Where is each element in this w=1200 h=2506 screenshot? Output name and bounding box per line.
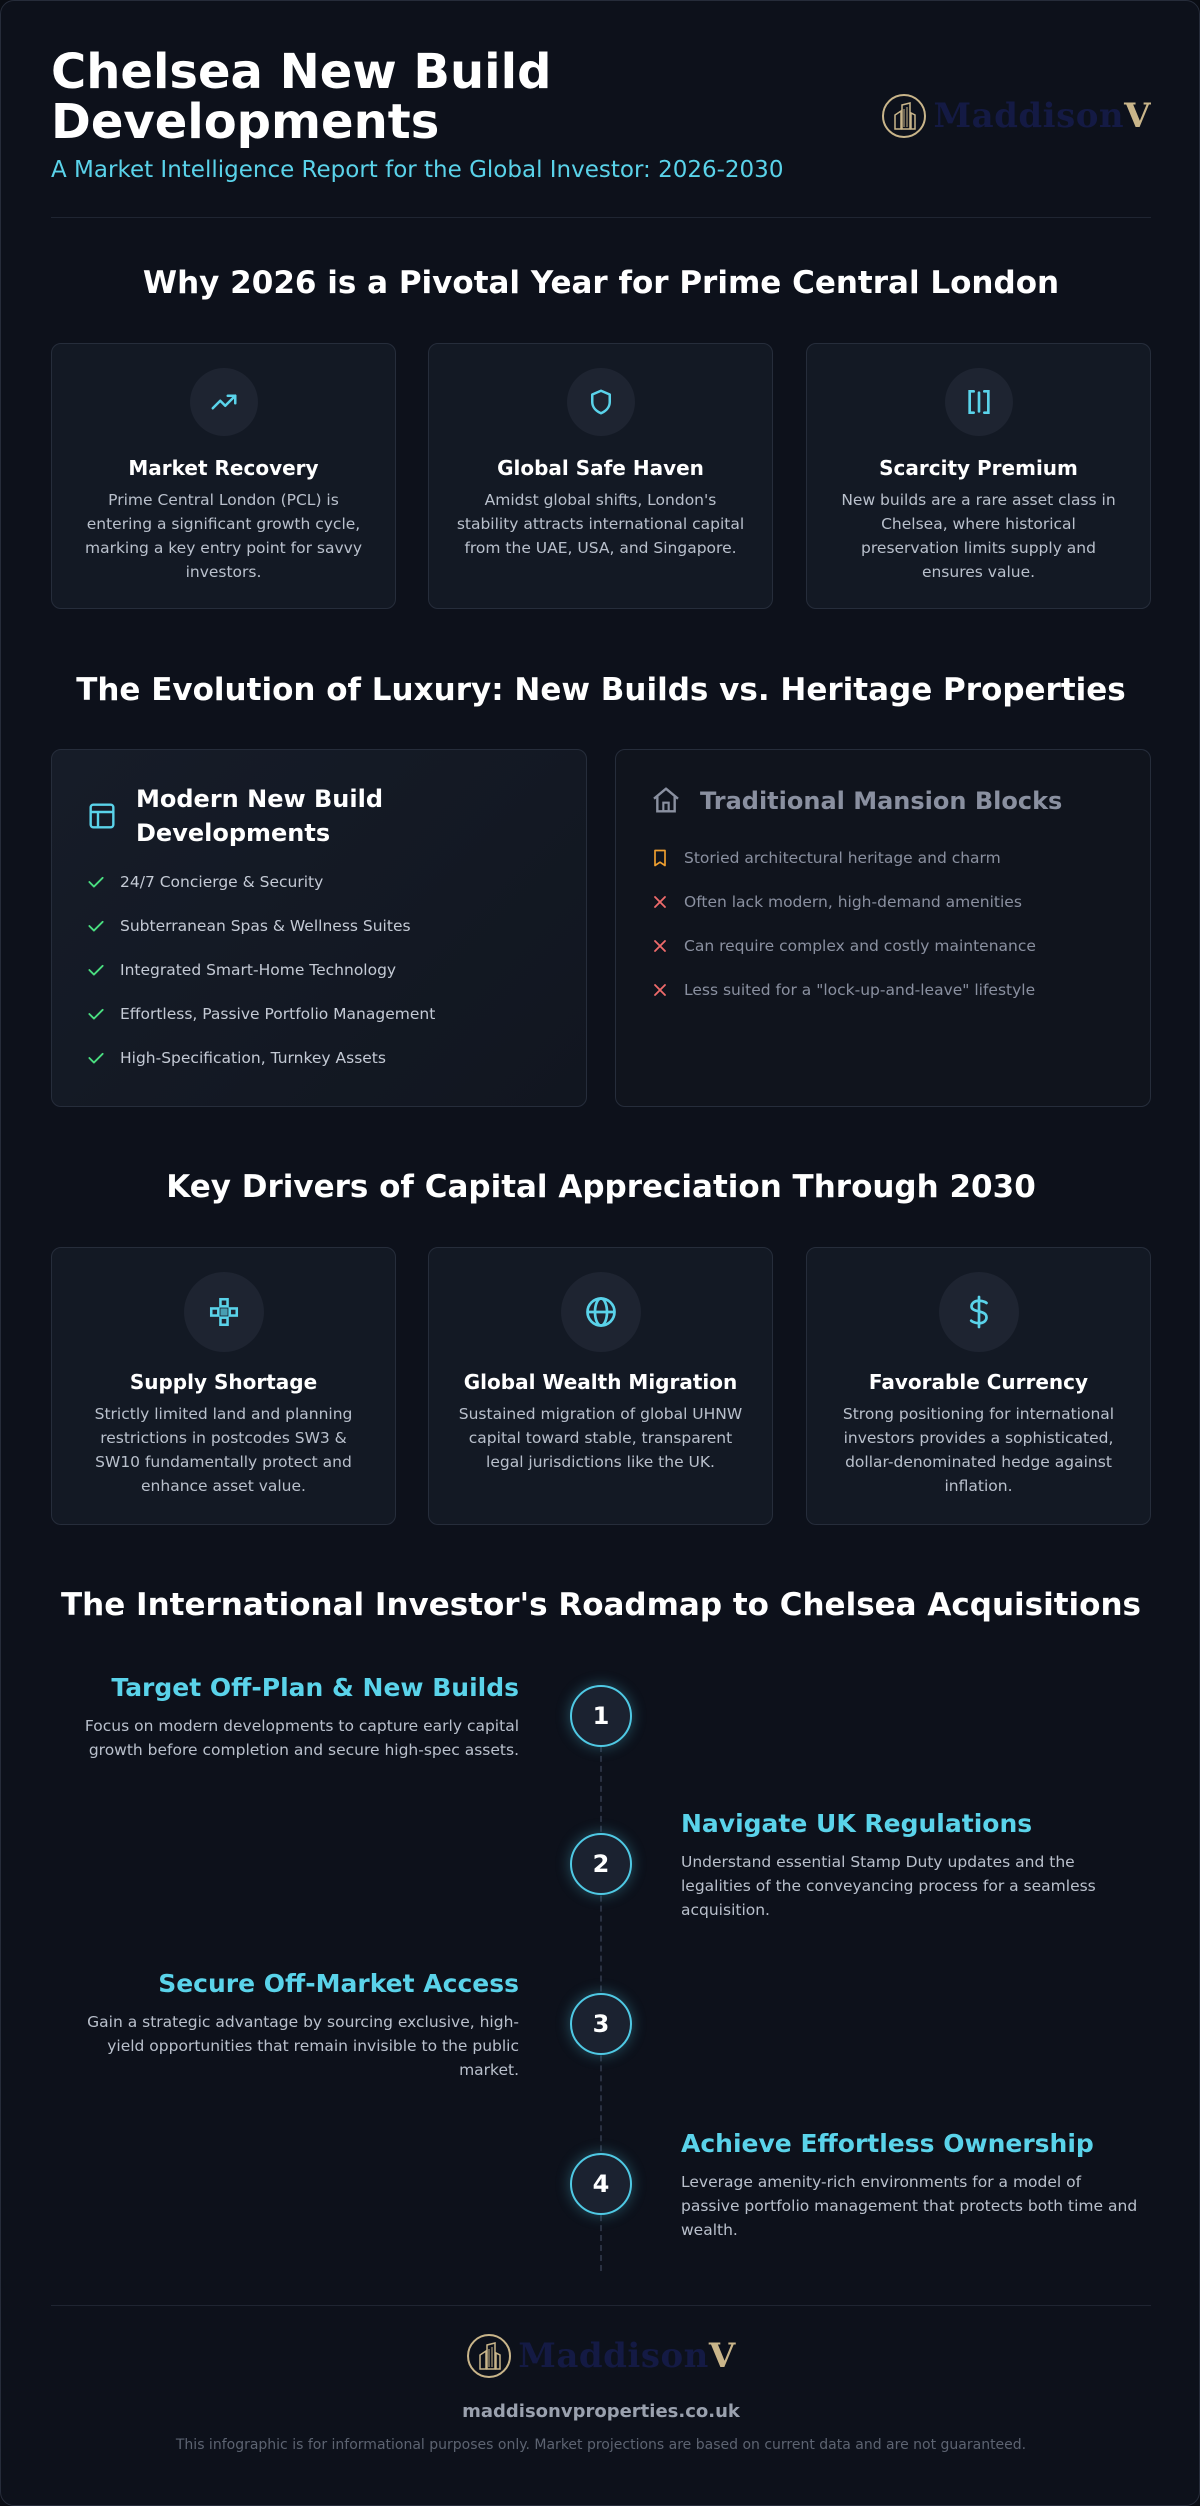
icon-badge xyxy=(190,368,258,436)
modern-feature-text: High-Specification, Turnkey Assets xyxy=(120,1049,386,1067)
brand-name: Maddison xyxy=(933,96,1125,136)
check-icon xyxy=(86,1048,106,1068)
modern-panel-header xyxy=(86,782,466,850)
card-text: Amidst global shifts, London's stability attracts international capital from the UAE, USA, and Singapore. xyxy=(456,491,745,557)
page-subtitle: A Market Intelligence Report for the Global Investor: 2026-2030 xyxy=(51,157,784,183)
brand-wordmark xyxy=(518,2336,736,2376)
traditional-feature-text: Less suited for a "lock-up-and-leave" lifestyle xyxy=(684,981,1036,999)
website-link[interactable]: maddisonvproperties.co.uk xyxy=(462,2401,740,2422)
modern-feature xyxy=(86,1048,386,1068)
card-favorable-currency xyxy=(806,1247,1151,1525)
pivotal-heading: Why 2026 is a Pivotal Year for Prime Central London xyxy=(142,265,1060,301)
step-text: Gain a strategic advantage by sourcing exclusive, high-yield opportunities that remain invisible to the public market. xyxy=(87,2013,519,2079)
card-text: Prime Central London (PCL) is entering a significant growth cycle, marking a key entry point for savvy investors. xyxy=(84,491,363,581)
card-global-safe-haven xyxy=(428,343,773,609)
icon-badge xyxy=(184,1272,264,1352)
modern-feature-text: 24/7 Concierge & Security xyxy=(120,873,324,891)
check-icon xyxy=(86,872,106,892)
modern-feature xyxy=(86,960,396,980)
step-number-badge: 3 xyxy=(570,1993,632,2055)
traditional-blocks-panel xyxy=(615,749,1151,1107)
dollar-icon xyxy=(961,1294,997,1330)
card-title: Supply Shortage xyxy=(129,1370,318,1394)
x-icon xyxy=(650,936,670,956)
card-text: Sustained migration of global UHNW capital toward stable, transparent legal jurisdictions like the UK. xyxy=(458,1405,743,1471)
icon-badge xyxy=(561,1272,641,1352)
card-supply-shortage xyxy=(51,1247,396,1525)
brand-logo[interactable] xyxy=(881,93,1151,139)
evolution-heading: The Evolution of Luxury: New Builds vs. Heritage Properties xyxy=(76,672,1126,708)
traditional-feature xyxy=(650,848,1001,868)
brand-v: V xyxy=(708,2336,736,2376)
modern-feature xyxy=(86,916,411,936)
check-icon xyxy=(86,960,106,980)
building-logo-icon xyxy=(881,93,927,139)
card-market-recovery xyxy=(51,343,396,609)
drivers-heading: Key Drivers of Capital Appreciation Through 2030 xyxy=(166,1169,1036,1205)
card-title: Scarcity Premium xyxy=(879,456,1078,480)
building-logo-icon xyxy=(466,2333,512,2379)
traditional-feature-text: Often lack modern, high-demand amenities xyxy=(684,893,1022,911)
modern-feature xyxy=(86,1004,435,1024)
card-text: Strictly limited land and planning restrictions in postcodes SW3 & SW10 fundamentally protect and enhance asset value. xyxy=(94,1405,353,1495)
traditional-panel-title: Traditional Mansion Blocks xyxy=(700,787,1063,815)
modern-panel-title: Modern New Build Developments xyxy=(136,785,384,847)
header xyxy=(51,44,1151,217)
step-text: Understand essential Stamp Duty updates and the legalities of the conveyancing process for a seamless acquisition. xyxy=(681,1853,1096,1919)
x-icon xyxy=(650,980,670,1000)
icon-badge xyxy=(939,1272,1019,1352)
card-title: Global Safe Haven xyxy=(497,456,704,480)
modern-feature-text: Subterranean Spas & Wellness Suites xyxy=(120,917,411,935)
check-icon xyxy=(86,1004,106,1024)
traditional-feature xyxy=(650,892,1022,912)
step-title: Target Off-Plan & New Builds xyxy=(111,1673,519,1702)
card-text: New builds are a rare asset class in Chelsea, where historical preservation limits supply and ensures value. xyxy=(841,491,1116,581)
x-icon xyxy=(650,892,670,912)
modern-feature xyxy=(86,872,323,892)
globe-icon xyxy=(583,1294,619,1330)
scarcity-icon xyxy=(963,386,995,418)
traditional-panel-header xyxy=(650,784,1062,818)
card-title: Favorable Currency xyxy=(868,1370,1089,1394)
house-icon xyxy=(650,784,682,816)
step-title: Achieve Effortless Ownership xyxy=(681,2129,1094,2158)
trending-up-icon xyxy=(209,387,239,417)
brand-name: Maddison xyxy=(518,2336,709,2376)
puzzle-icon xyxy=(207,1295,241,1329)
step-title: Secure Off-Market Access xyxy=(158,1969,519,1998)
step-text: Leverage amenity-rich environments for a model of passive portfolio management that protects both time and wealth. xyxy=(681,2173,1138,2239)
check-icon xyxy=(86,916,106,936)
roadmap-heading: The International Investor's Roadmap to Chelsea Acquisitions xyxy=(61,1587,1141,1623)
icon-badge xyxy=(945,368,1013,436)
traditional-feature xyxy=(650,936,1036,956)
traditional-feature xyxy=(650,980,1035,1000)
card-title: Market Recovery xyxy=(128,456,319,480)
shield-icon xyxy=(586,387,616,417)
card-global-wealth-migration xyxy=(428,1247,773,1525)
traditional-feature-text: Storied architectural heritage and charm xyxy=(684,849,1001,867)
modern-feature-text: Effortless, Passive Portfolio Management xyxy=(120,1005,436,1023)
footer-brand-logo[interactable] xyxy=(1,2333,1200,2379)
header-divider xyxy=(51,217,1151,218)
brand-wordmark xyxy=(933,96,1151,136)
icon-badge xyxy=(567,368,635,436)
disclaimer-text: This infographic is for informational purposes only. Market projections are based on current data and are not guaranteed. xyxy=(175,2437,1027,2453)
step-number-badge: 4 xyxy=(570,2153,632,2215)
step-title: Navigate UK Regulations xyxy=(681,1809,1033,1838)
page-title: Chelsea New Build Developments xyxy=(51,44,552,150)
step-text: Focus on modern developments to capture early capital growth before completion and secure high-spec assets. xyxy=(84,1717,519,1759)
card-title: Global Wealth Migration xyxy=(463,1370,738,1394)
step-number-badge: 2 xyxy=(570,1833,632,1895)
card-scarcity-premium xyxy=(806,343,1151,609)
layout-icon xyxy=(86,800,118,832)
modern-builds-panel xyxy=(51,749,587,1107)
step-number-badge: 1 xyxy=(570,1685,632,1747)
card-text: Strong positioning for international investors provides a sophisticated, dollar-denominated hedge against inflation. xyxy=(842,1405,1115,1495)
traditional-feature-text: Can require complex and costly maintenance xyxy=(684,937,1036,955)
modern-feature-text: Integrated Smart-Home Technology xyxy=(120,961,397,979)
brand-v: V xyxy=(1124,96,1151,136)
footer-divider xyxy=(51,2305,1151,2306)
bookmark-icon xyxy=(650,848,670,868)
